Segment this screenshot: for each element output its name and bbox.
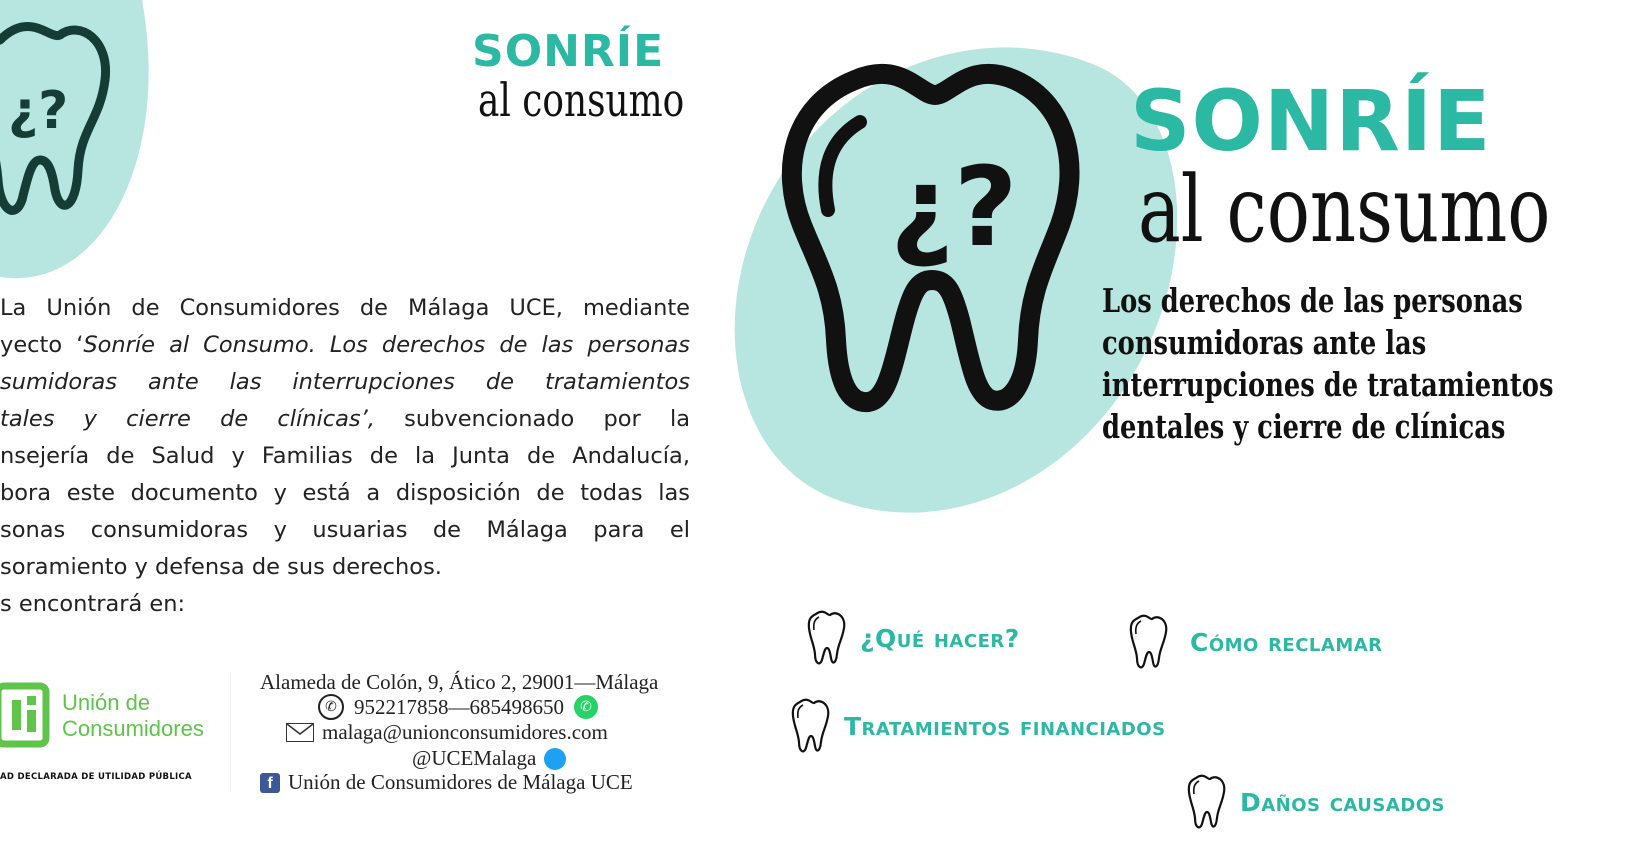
- phone-icon: ✆: [318, 694, 344, 720]
- menu-label: ¿Qué hacer?: [860, 623, 1020, 653]
- contact-facebook[interactable]: Unión de Consumidores de Málaga UCE: [288, 770, 633, 794]
- menu-item-como-reclamar[interactable]: [1128, 612, 1383, 672]
- subtitle-line: interrupciones de tratamientos: [1102, 365, 1554, 404]
- paragraph-line: yecto ‘Sonríe al Consumo. Los derechos de las personas: [0, 332, 690, 358]
- logo-line2: Consumidores: [62, 716, 204, 741]
- tooth-icon: [1186, 772, 1228, 832]
- brand-title: SONRÍE: [472, 26, 665, 77]
- intro-paragraph: [0, 290, 690, 623]
- paragraph-line: La Unión de Consumidores de Málaga UCE, mediante: [0, 295, 690, 321]
- subtitle-line: Los derechos de las personas: [1102, 281, 1523, 320]
- whatsapp-icon: ✆: [574, 695, 598, 719]
- paragraph-line: nsejería de Salud y Familias de la Junta de Andalucía,: [0, 443, 690, 469]
- brand-title: SONRÍE: [1130, 72, 1492, 170]
- left-panel: [0, 0, 740, 844]
- contact-twitter[interactable]: @UCEMalaga: [412, 746, 537, 770]
- contact-twitter-row: [412, 746, 566, 771]
- subtitle-block: [1102, 280, 1622, 448]
- menu-item-que-hacer[interactable]: [806, 608, 1020, 668]
- menu-item-tratamientos-financiados[interactable]: [790, 696, 1166, 756]
- uce-logo-mark: [0, 682, 54, 750]
- twitter-icon: [544, 748, 566, 770]
- brand-subtitle: al consumo: [478, 73, 685, 127]
- subtitle-line: consumidoras ante las: [1102, 323, 1427, 362]
- contact-facebook-row: [260, 770, 633, 795]
- tooth-icon: [806, 608, 848, 668]
- tooth-question-icon: [0, 10, 120, 230]
- contact-email-row: [286, 720, 608, 745]
- brand-large: [1130, 72, 1630, 263]
- facebook-icon: f: [260, 773, 280, 793]
- menu-label: Tratamientos financiados: [844, 711, 1166, 741]
- tooth-icon-glyph: ¿?: [890, 143, 1018, 271]
- tooth-icon: [790, 696, 832, 756]
- menu-item-danos-causados[interactable]: [1186, 772, 1445, 832]
- contact-phones[interactable]: 952217858—685498650: [354, 694, 564, 719]
- contact-phones-row: [318, 694, 598, 720]
- contact-email[interactable]: malaga@unionconsumidores.com: [322, 720, 608, 744]
- logo-line1: Unión de: [62, 690, 151, 715]
- tooth-question-icon: [760, 60, 1100, 420]
- tooth-icon-glyph: ¿?: [8, 81, 69, 141]
- divider: [230, 672, 231, 792]
- contact-address: Alameda de Colón, 9, Ático 2, 29001—Málaga: [260, 670, 659, 694]
- contact-block: [252, 668, 722, 798]
- subtitle-line: dentales y cierre de clínicas: [1102, 407, 1506, 446]
- paragraph-line: s encontrará en:: [0, 591, 186, 617]
- paragraph-line: sumidoras ante las interrupciones de tratamientos: [0, 369, 690, 395]
- logo-tagline: AD DECLARADA DE UTILIDAD PÚBLICA: [0, 772, 192, 782]
- email-icon: [286, 723, 314, 742]
- tooth-icon: [1128, 612, 1170, 672]
- paragraph-line: bora este documento y está a disposición de todas las: [0, 480, 690, 506]
- menu-label: Cómo reclamar: [1190, 627, 1383, 657]
- paragraph-line: tales y cierre de clínicas’, subvencionado por la: [0, 406, 690, 432]
- brand-subtitle: al consumo: [1138, 156, 1551, 263]
- paragraph-line: sonas consumidoras y usuarias de Málaga para el: [0, 517, 690, 543]
- menu-label: Daños causados: [1240, 787, 1446, 817]
- right-panel: [740, 0, 1554, 844]
- paragraph-line: soramiento y defensa de sus derechos.: [0, 554, 442, 580]
- brand-small: [472, 26, 712, 127]
- uce-logo: [0, 680, 240, 790]
